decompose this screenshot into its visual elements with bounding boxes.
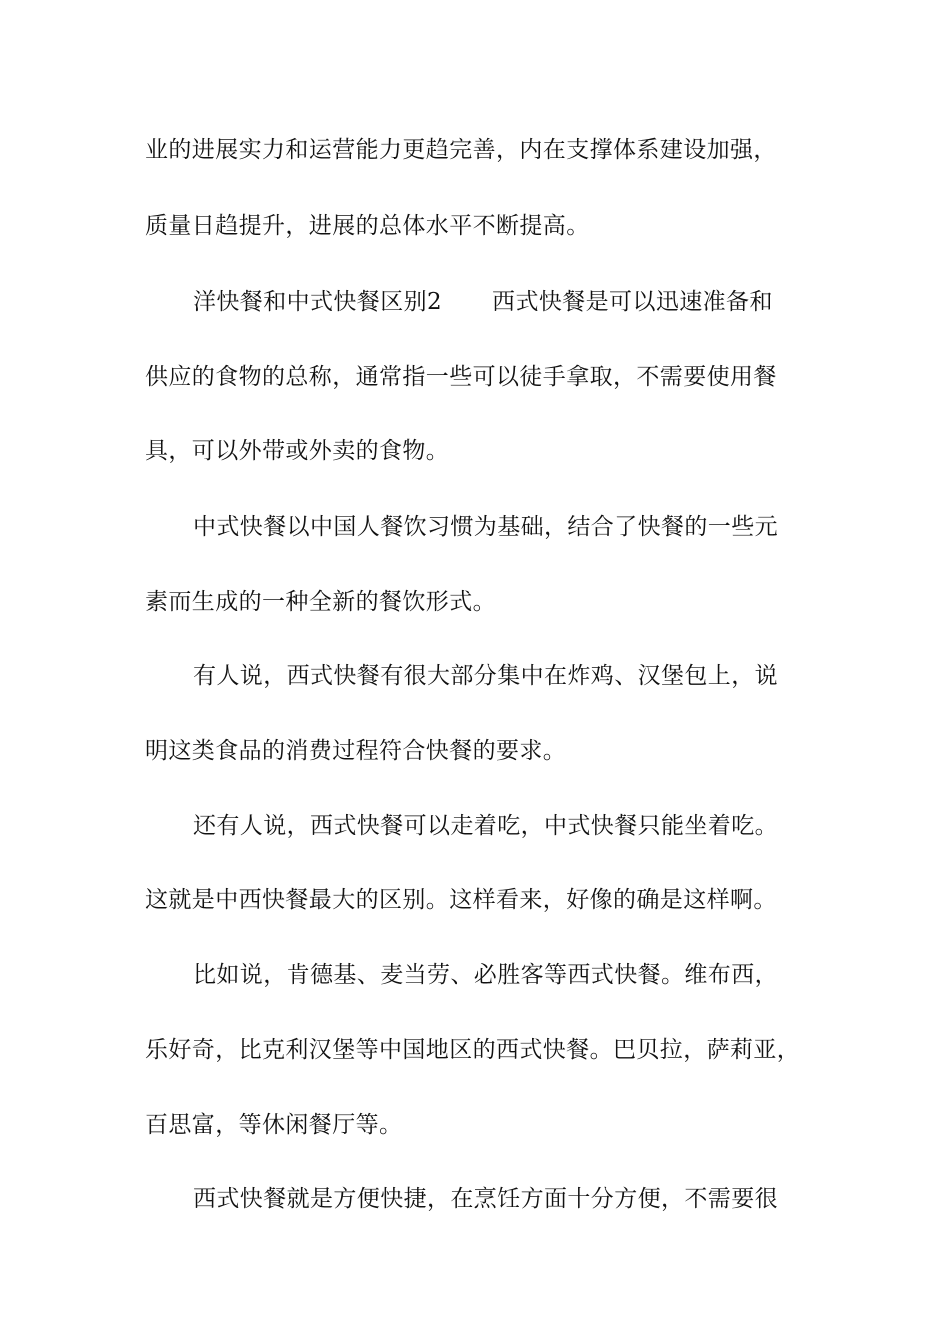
text-fragment: 西式快餐是可以迅速准备和 xyxy=(492,289,773,315)
text-line: 供应的食物的总称，通常指一些可以徒手拿取，不需要使用餐 xyxy=(145,364,777,390)
text-line: 西式快餐就是方便快捷，在烹饪方面十分方便，不需要很 xyxy=(193,1186,778,1212)
text-line: 百思富，等休闲餐厅等。 xyxy=(145,1112,403,1138)
text-line: 比如说，肯德基、麦当劳、必胜客等西式快餐。维布西， xyxy=(193,962,778,988)
text-line: 业的进展实力和运营能力更趋完善，内在支撑体系建设加强， xyxy=(145,137,777,163)
text-line: 有人说，西式快餐有很大部分集中在炸鸡、汉堡包上，说 xyxy=(193,663,778,689)
text-line: 乐好奇，比克利汉堡等中国地区的西式快餐。巴贝拉，萨莉亚， xyxy=(145,1037,801,1063)
text-line: 这就是中西快餐最大的区别。这样看来，好像的确是这样啊。 xyxy=(145,887,777,913)
text-line: 具，可以外带或外卖的食物。 xyxy=(145,438,450,464)
section-heading: 洋快餐和中式快餐区别2 xyxy=(193,289,443,315)
text-line: 素而生成的一种全新的餐饮形式。 xyxy=(145,589,496,615)
text-line: 还有人说，西式快餐可以走着吃，中式快餐只能坐着吃。 xyxy=(193,813,778,839)
text-line: 质量日趋提升，进展的总体水平不断提高。 xyxy=(145,213,590,239)
text-line: 明这类食品的消费过程符合快餐的要求。 xyxy=(145,738,567,764)
text-line: 中式快餐以中国人餐饮习惯为基础，结合了快餐的一些元 xyxy=(193,514,778,540)
heading-line xyxy=(193,285,773,319)
